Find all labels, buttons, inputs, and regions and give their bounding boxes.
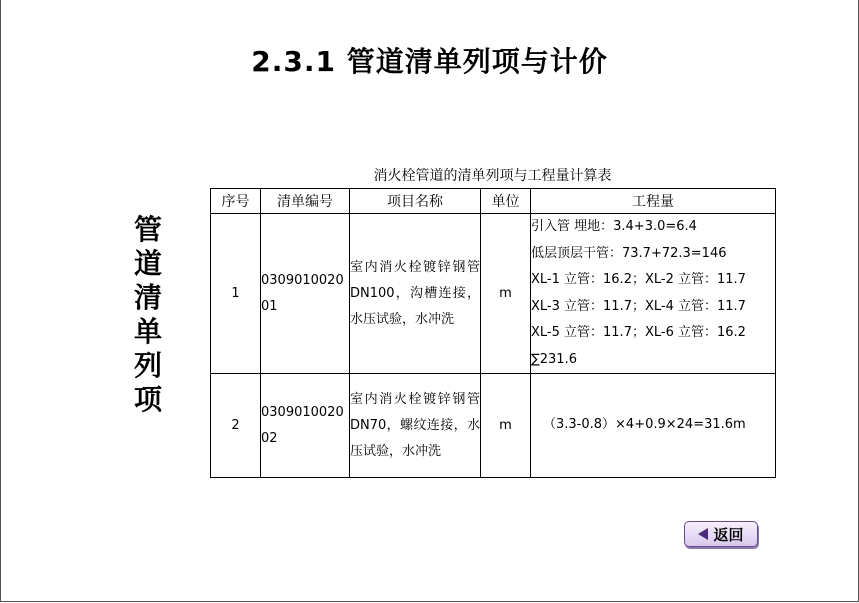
page-title: 2.3.1 管道清单列项与计价: [251, 45, 608, 78]
header-name: 项目名称: [350, 189, 481, 214]
quantity-table: [210, 188, 776, 478]
left-triangle-icon: [698, 528, 708, 540]
cell-unit: m: [481, 214, 531, 374]
side-title-char: 项: [133, 383, 162, 416]
header-seq: 序号: [211, 189, 261, 214]
header-quantity: 工程量: [531, 189, 776, 214]
side-title: [128, 213, 168, 417]
header-code: 清单编号: [261, 189, 350, 214]
table-header-row: [211, 189, 776, 214]
table-caption: 消火栓管道的清单列项与工程量计算表: [373, 168, 612, 184]
quantity-line: 引入管 埋地：3.4+3.0=6.4: [531, 219, 697, 234]
cell-name: 室内消火栓镀锌钢管 DN70，螺纹连接，水压试验，水冲洗: [350, 374, 481, 478]
quantity-line: XL-3 立管：11.7；XL-4 立管：11.7: [531, 298, 746, 314]
side-title-char: 单: [133, 315, 162, 348]
side-title-char: 道: [133, 247, 162, 280]
table-row: [211, 214, 776, 374]
code-line: 01: [261, 298, 278, 314]
cell-code: [261, 374, 350, 478]
cell-quantity: （3.3-0.8）×4+0.9×24=31.6m: [531, 374, 776, 478]
header-unit: 单位: [481, 189, 531, 214]
table-row: [211, 374, 776, 478]
back-button[interactable]: [684, 521, 758, 547]
cell-code: [261, 214, 350, 374]
cell-quantity: [531, 214, 776, 374]
back-button-label: 返回: [713, 525, 744, 544]
code-line: 02: [261, 430, 278, 446]
quantity-line: ∑231.6: [531, 351, 577, 367]
quantity-line: XL-1 立管：16.2；XL-2 立管：11.7: [531, 272, 746, 287]
quantity-line: XL-5 立管：11.7；XL-6 立管：16.2: [531, 325, 746, 340]
cell-unit: m: [481, 374, 531, 478]
cell-seq: 1: [211, 214, 261, 374]
side-title-char: 列: [133, 349, 162, 382]
cell-seq: 2: [211, 374, 261, 478]
code-line: 0309010020: [261, 272, 344, 288]
quantity-line: 低层顶层干管：73.7+72.3=146: [531, 245, 727, 261]
side-title-char: 清: [133, 281, 162, 314]
cell-name: 室内消火栓镀锌钢管 DN100，沟槽连接，水压试验，水冲洗: [350, 214, 481, 374]
side-title-char: 管: [133, 213, 162, 246]
code-line: 0309010020: [261, 404, 344, 420]
